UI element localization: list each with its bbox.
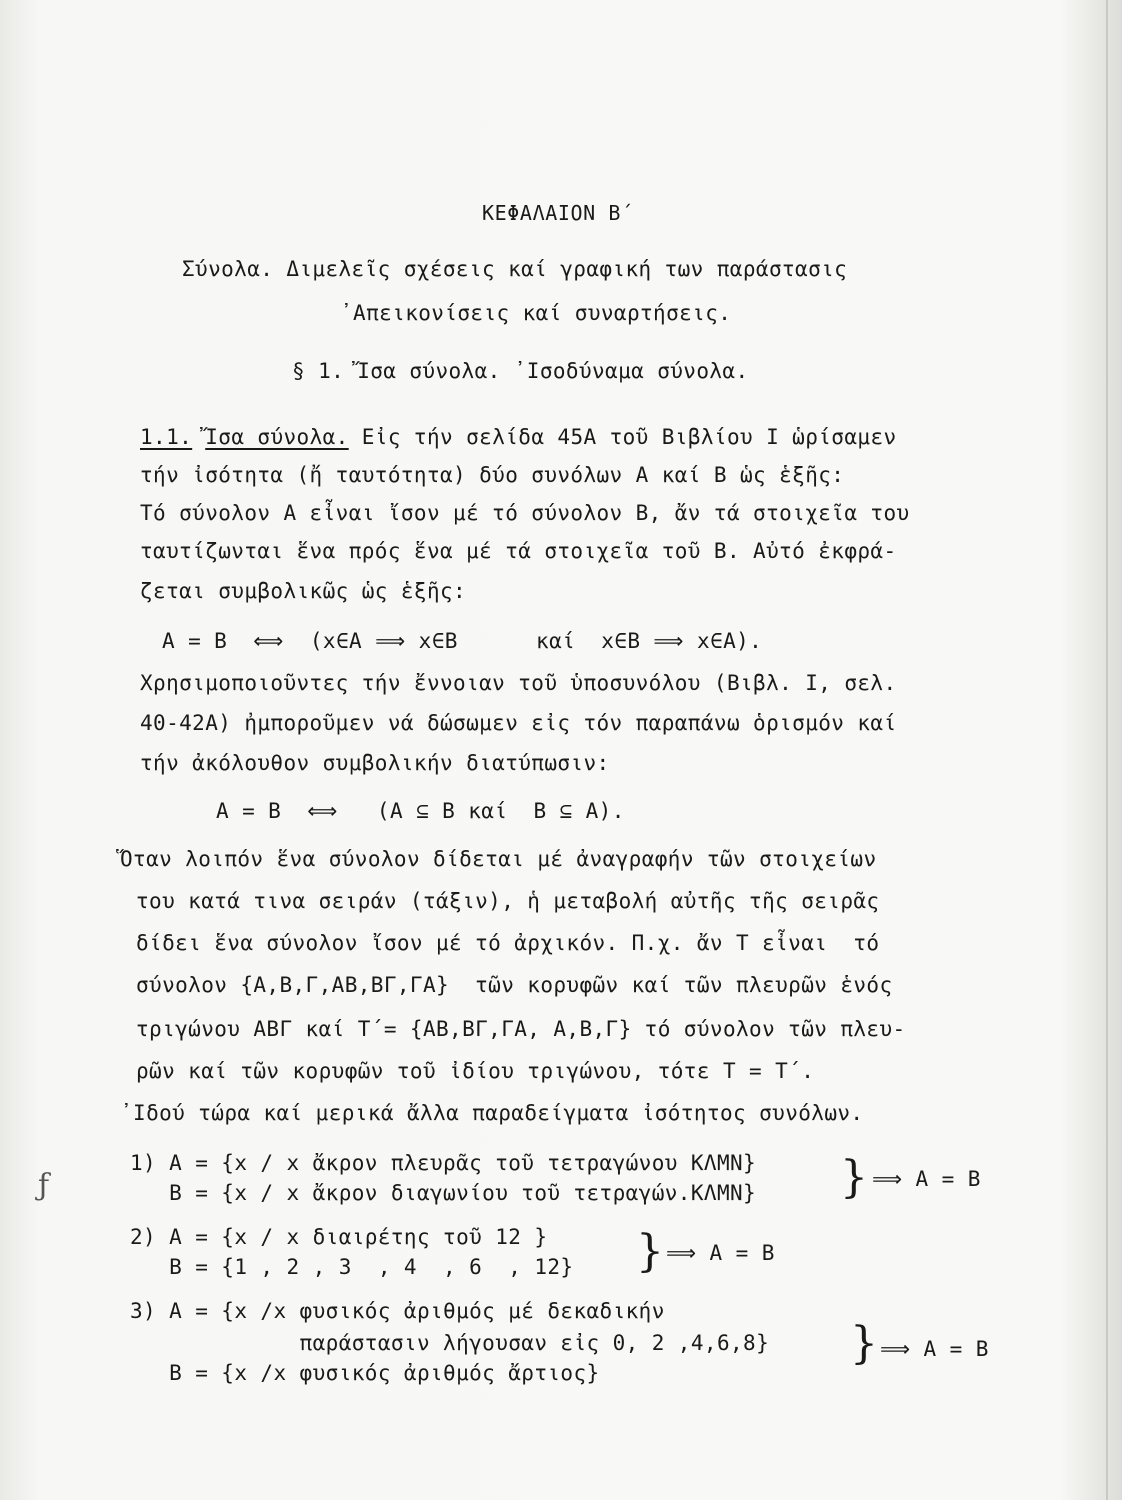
paragraph-1-line-3: Τό σύνολον Α εἶναι ἴσον μέ τό σύνολον Β, ἄν τά στοιχεῖα του <box>140 501 910 525</box>
example-3-result: ⟹ Α = Β <box>880 1337 989 1361</box>
example-2-line-a: 2) Α = {x / x διαιρέτης τοῦ 12 } <box>130 1225 548 1249</box>
example-1-brace: } <box>840 1152 868 1203</box>
paragraph-heading: Ἴσα σύνολα. <box>205 425 349 449</box>
example-3-line-b: παράστασιν λήγουσαν εἰς 0, 2 ,4,6,8} <box>130 1331 770 1355</box>
paragraph-2-line-3: τήν ἀκόλουθον συμβολικήν διατύπωσιν: <box>140 751 610 775</box>
paragraph-3-line-7: ᾿Ιδού τώρα καί μερικά ἄλλα παραδείγματα ἰσότητος συνόλων. <box>120 1101 864 1125</box>
paragraph-3-line-3: δίδει ἕνα σύνολον ἴσον μέ τό ἀρχικόν. Π.χ. ἄν Τ εἶναι τό <box>136 931 880 955</box>
paragraph-1-line-1 <box>140 424 897 450</box>
example-1-line-a: 1) Α = {x / x ἄκρον πλευρᾶς τοῦ τετραγώνου ΚΛΜΝ} <box>130 1151 757 1175</box>
paragraph-1-line-1-text: Εἰς τήν σελίδα 45Α τοῦ Βιβλίου Ι ὡρίσαμεν <box>348 425 897 449</box>
formula-subset-definition: Α = Β ⟺ (Α ⊆ Β καί Β ⊆ Α). <box>216 799 625 823</box>
paragraph-3-line-2: του κατά τινα σειράν (τάξιν), ἡ μεταβολή αὐτῆς τῆς σειρᾶς <box>136 889 880 913</box>
paragraph-2-line-1: Χρησιμοποιοῦντες τήν ἔννοιαν τοῦ ὑποσυνόλου (Βιβλ. Ι, σελ. <box>140 671 897 695</box>
subtitle-line-2: ᾿Απεικονίσεις καί συναρτήσεις. <box>340 301 732 325</box>
example-2-result: ⟹ Α = Β <box>666 1241 775 1265</box>
chapter-title: ΚΕΦΑΛΑΙΟΝ Β΄ <box>482 201 634 225</box>
paragraph-3-line-1: Ὅταν λοιπόν ἕνα σύνολον δίδεται μέ ἀναγραφήν τῶν στοιχείων <box>120 847 877 871</box>
paragraph-number: 1.1. <box>140 425 193 449</box>
page-edge <box>1106 0 1108 1500</box>
example-1-line-b: Β = {x / x ἄκρον διαγωνίου τοῦ τετραγών.ΚΛΜΝ} <box>130 1181 757 1205</box>
example-3-brace: } <box>850 1318 878 1369</box>
paragraph-1-line-4: ταυτίζωνται ἕνα πρός ἕνα μέ τά στοιχεῖα τοῦ Β. Αὐτό ἐκφρά- <box>140 539 897 563</box>
paragraph-2-line-2: 40-42Α) ἠμποροῦμεν νά δώσωμεν εἰς τόν παραπάνω ὁρισμόν καί <box>140 711 897 735</box>
section-heading: § 1. Ἴσα σύνολα. ᾿Ισοδύναμα σύνολα. <box>292 359 749 383</box>
example-2-line-b: Β = {1 , 2 , 3 , 4 , 6 , 12} <box>130 1255 574 1279</box>
paragraph-3-line-4: σύνολον {Α,Β,Γ,ΑΒ,ΒΓ,ΓΑ} τῶν κορυφῶν καί τῶν πλευρῶν ἑνός <box>136 973 893 997</box>
formula-equality-definition: Α = Β ⟺ (x∈Α ⟹ x∈Β καί x∈Β ⟹ x∈Α). <box>162 629 763 653</box>
example-3-line-c: Β = {x /x φυσικός ἀριθμός ἄρτιος} <box>130 1361 600 1385</box>
paragraph-3-line-6: ρῶν καί τῶν κορυφῶν τοῦ ἰδίου τριγώνου, τότε Τ = Τ΄. <box>136 1059 815 1083</box>
paragraph-1-line-2: τήν ἰσότητα (ἤ ταυτότητα) δύο συνόλων Α καί Β ὡς ἑξῆς: <box>140 463 845 487</box>
example-2-brace: } <box>636 1226 664 1277</box>
margin-pen-mark-icon: ƒ <box>38 1168 50 1203</box>
example-1-result: ⟹ Α = Β <box>872 1167 981 1191</box>
paragraph-1-line-5: ζεται συμβολικῶς ὡς ἑξῆς: <box>140 579 467 603</box>
example-3-line-a: 3) Α = {x /x φυσικός ἀριθμός μέ δεκαδικήν <box>130 1299 665 1323</box>
paragraph-3-line-5: τριγώνου ΑΒΓ καί Τ΄= {ΑΒ,ΒΓ,ΓΑ, Α,Β,Γ} τό σύνολον τῶν πλευ- <box>136 1017 906 1041</box>
subtitle-line-1: Σύνολα. Διμελεῖς σχέσεις καί γραφική των παράστασις <box>182 257 848 281</box>
